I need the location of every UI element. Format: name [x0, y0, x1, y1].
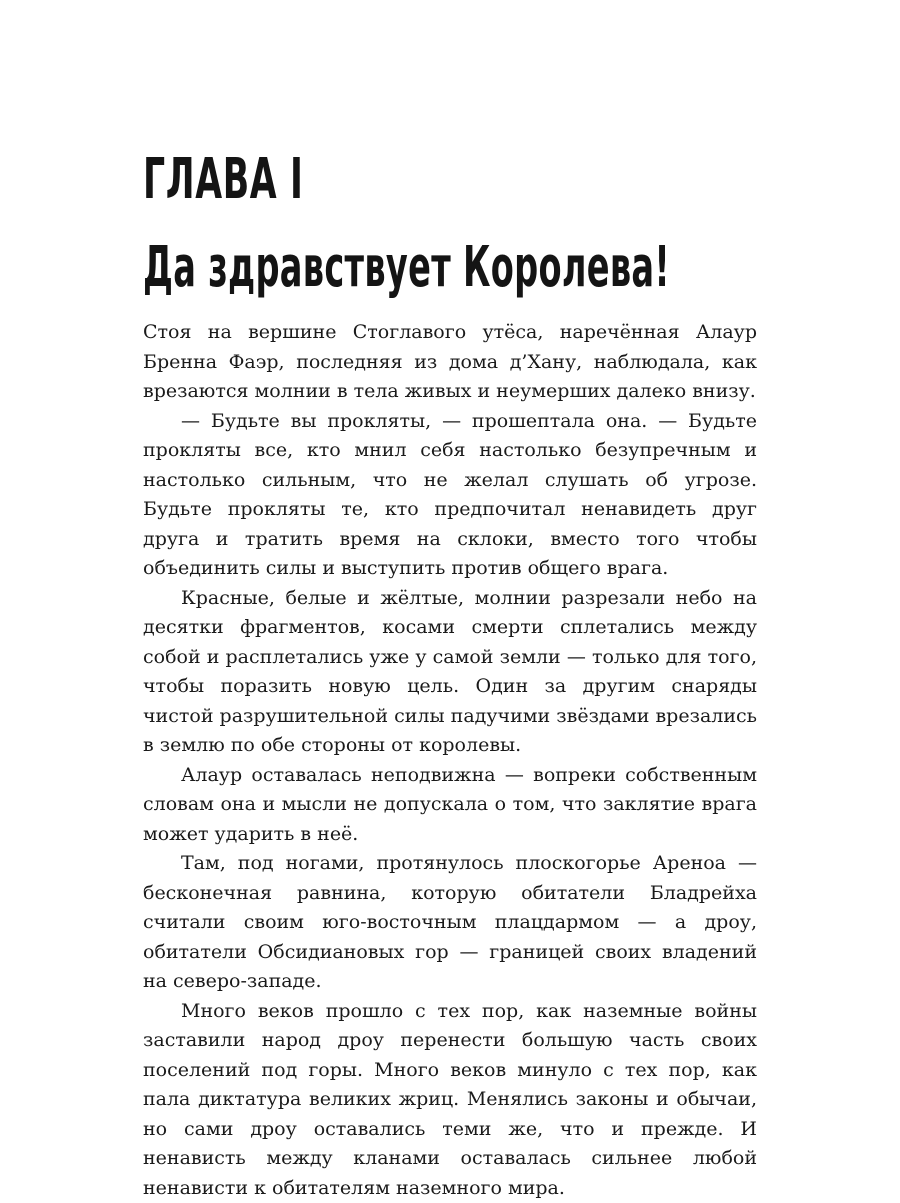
- chapter-body: [143, 318, 757, 1203]
- paragraph-4: Алаур оставалась неподвижна — вопреки собственным словам она и мысли не допускала о том, что заклятие врага может ударить в неё.: [143, 761, 757, 850]
- paragraph-2: — Будьте вы прокляты, — прошептала она. — Будьте прокляты все, кто мнил себя настолько безупречным и настолько сильным, что не желал слушать об угрозе. Будьте прокляты те, кто предпочитал ненавидеть друг друга и тратить время на склоки, вместо того чтобы объединить силы и выступить против общего врага.: [143, 407, 757, 584]
- paragraph-6: Много веков прошло с тех пор, как наземные войны заставили народ дроу перенести большую часть своих поселений под горы. Много веков минуло с тех пор, как пала диктатура великих жриц. Менялись законы и обычаи, но сами дроу оставались теми же, что и прежде. И ненависть между кланами оставалась сильнее любой ненависти к обитателям наземного мира.: [143, 997, 757, 1203]
- paragraph-5: Там, под ногами, протянулось плоскогорье Ареноа — бесконечная равнина, которую обитатели Бладрейха считали своим юго-восточным плацдармом — а дроу, обитатели Обсидиановых гор — границей своих владений на северо-западе.: [143, 849, 757, 997]
- chapter-heading: [143, 140, 783, 308]
- paragraph-1: Стоя на вершине Стоглавого утёса, наречённая Алаур Бренна Фаэр, последняя из дома д’Хану, наблюдала, как врезаются молнии в тела живых и неумерших далеко внизу.: [143, 318, 757, 407]
- chapter-number: ГЛАВА I: [143, 140, 540, 220]
- paragraph-3: Красные, белые и жёлтые, молнии разрезали небо на десятки фрагментов, косами смерти сплетались между собой и расплетались уже у самой земли — только для того, чтобы поразить новую цель. Один за другим снаряды чистой разрушительной силы падучими звёздами врезались в землю по обе стороны от королевы.: [143, 584, 757, 761]
- chapter-title: Да здравствует Королева!: [143, 228, 527, 308]
